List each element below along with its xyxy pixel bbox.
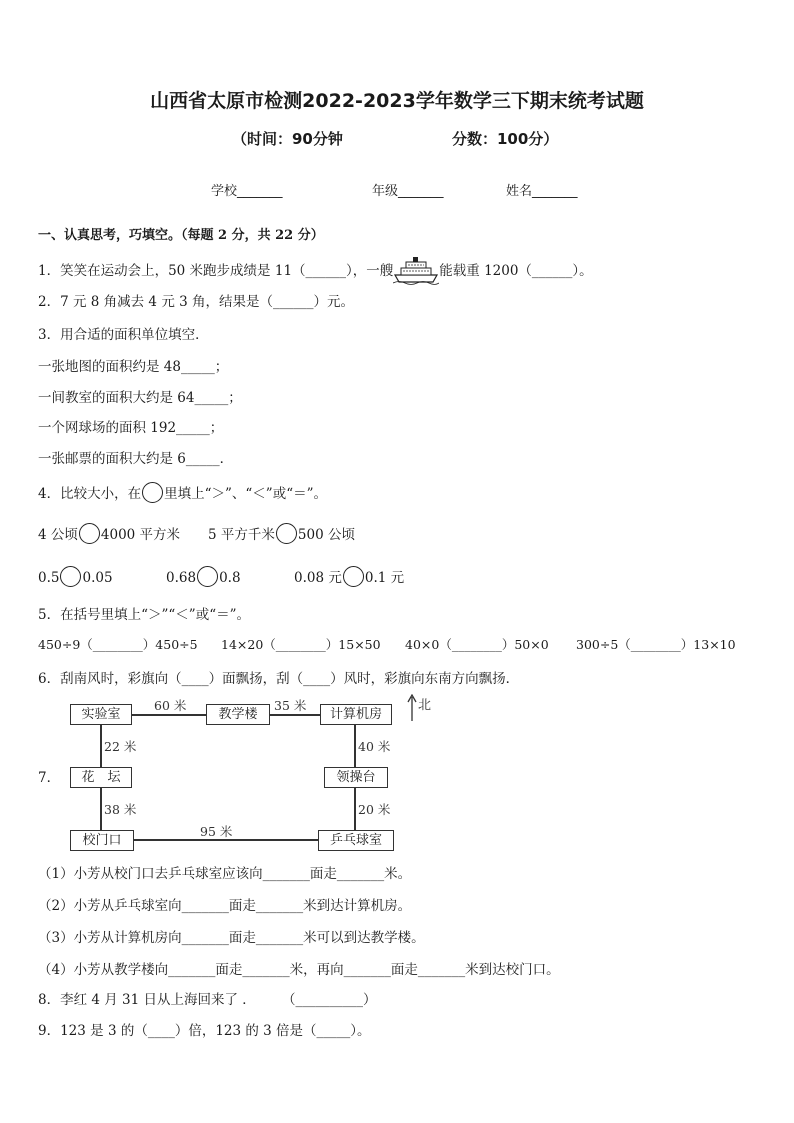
distance-label: 40 米: [358, 739, 391, 754]
place-pingpong-room: 乒乓球室: [318, 830, 394, 851]
exam-score: 分数：100分）: [452, 130, 559, 148]
name-field: 姓名_______: [506, 184, 578, 199]
question-1-text-b: 能载重 1200（______）。: [439, 263, 593, 279]
compare-item: [38, 566, 113, 587]
compare-right: 0.1 元: [364, 570, 405, 586]
path-teach-computer: [268, 714, 320, 716]
path-computer-stage: [354, 725, 356, 767]
place-stage: 领操台: [324, 767, 388, 788]
compare-circle[interactable]: [79, 523, 100, 544]
question-5-item: 14×20（________）15×50: [221, 637, 381, 652]
question-2: 2．7 元 8 角减去 4 元 3 角，结果是（______）元。: [38, 294, 354, 310]
place-computer-room: 计算机房: [320, 704, 392, 725]
question-1-text-a: 1．笑笑在运动会上，50 米跑步成绩是 11（______），一艘: [38, 263, 394, 279]
question-1: [38, 255, 593, 285]
compare-circle: [142, 482, 163, 503]
compare-right: 500 公顷: [297, 527, 355, 543]
compare-left: 5 平方千米: [208, 527, 275, 543]
compare-item: [208, 523, 355, 544]
page-title: 山西省太原市检测2022-2023学年数学三下期末统考试题: [150, 90, 644, 112]
path-stage-pingpong: [354, 787, 356, 830]
distance-label: 38 米: [104, 802, 137, 817]
compare-right: 4000 平方米: [100, 527, 181, 543]
question-3-line-4: 一张邮票的面积大约是 6_____．: [38, 451, 234, 467]
compare-circle[interactable]: [60, 566, 81, 587]
compare-item: [38, 523, 180, 544]
question-7-sub-3: （3）小芳从计算机房向_______面走_______米可以到达教学楼。: [38, 930, 425, 946]
compare-right: 0.8: [219, 570, 241, 586]
question-7-sub-4: （4）小芳从教学楼向_______面走_______米，再向_______面走_______米到达校门口。: [38, 962, 560, 978]
question-3-stem: 3．用合适的面积单位填空．: [38, 327, 209, 343]
question-7-sub-1: （1）小芳从校门口去乒乓球室应该向_______面走_______米。: [38, 866, 412, 882]
compare-circle[interactable]: [343, 566, 364, 587]
compare-left: 0.68: [166, 570, 197, 586]
place-lab: 实验室: [70, 704, 132, 725]
question-4-stem: [38, 482, 327, 503]
path-lab-garden: [100, 725, 102, 767]
place-teaching-building: 教学楼: [206, 704, 270, 725]
question-5-item: 300÷5（________）13×10: [576, 637, 736, 652]
question-7-sub-2: （2）小芳从乒乓球室向_______面走_______米到达计算机房。: [38, 898, 412, 914]
ship-icon: [393, 255, 439, 285]
question-4-stem-a: 4．比较大小，在: [38, 486, 142, 502]
distance-label: 22 米: [104, 739, 137, 754]
distance-label: 20 米: [358, 802, 391, 817]
exam-time: （时间：90分钟: [232, 130, 343, 148]
school-field: 学校_______: [211, 184, 283, 199]
distance-label: 60 米: [154, 698, 187, 713]
compare-left: 0.5: [38, 570, 60, 586]
question-3-line-2: 一间教室的面积大约是 64_____；: [38, 390, 242, 406]
path-garden-gate: [100, 787, 102, 830]
question-4-stem-b: 里填上“＞”、“＜”或“＝”。: [164, 486, 328, 502]
distance-label: 95 米: [200, 824, 233, 839]
question-6: 6．刮南风时，彩旗向（____）面飘扬，刮（____）风时，彩旗向东南方向飘扬．: [38, 671, 520, 687]
grade-field: 年级_______: [372, 184, 444, 199]
place-flower-bed: 花 坛: [70, 767, 132, 788]
path-lab-teach: [130, 714, 206, 716]
question-5-item: 40×0（________）50×0: [405, 637, 549, 652]
compare-right: 0.05: [82, 570, 113, 586]
question-7-number: 7．: [38, 770, 61, 786]
section-heading: 一、认真思考，巧填空。（每题 2 分，共 22 分）: [38, 228, 324, 243]
question-9: 9．123 是 3 的（____）倍，123 的 3 倍是（_____）。: [38, 1023, 371, 1039]
question-3-line-3: 一个网球场的面积 192_____；: [38, 420, 224, 436]
compare-item: [294, 566, 404, 587]
compare-circle[interactable]: [197, 566, 218, 587]
question-8-text: 8．李红 4 月 31 日从上海回来了 ．: [38, 992, 256, 1008]
compare-left: 4 公顷: [38, 527, 78, 543]
north-arrow-icon: [406, 694, 418, 722]
question-8-blank: （__________）: [282, 992, 377, 1008]
compare-item: [166, 566, 241, 587]
question-5-item: 450÷9（________）450÷5: [38, 637, 198, 652]
compare-circle[interactable]: [276, 523, 297, 544]
question-5-stem: 5．在括号里填上“＞”“＜”或“＝”。: [38, 607, 250, 623]
compare-left: 0.08 元: [294, 570, 342, 586]
north-label: 北: [418, 698, 432, 713]
distance-label: 35 米: [274, 698, 307, 713]
place-school-gate: 校门口: [70, 830, 134, 851]
question-3-line-1: 一张地图的面积约是 48_____；: [38, 359, 229, 375]
